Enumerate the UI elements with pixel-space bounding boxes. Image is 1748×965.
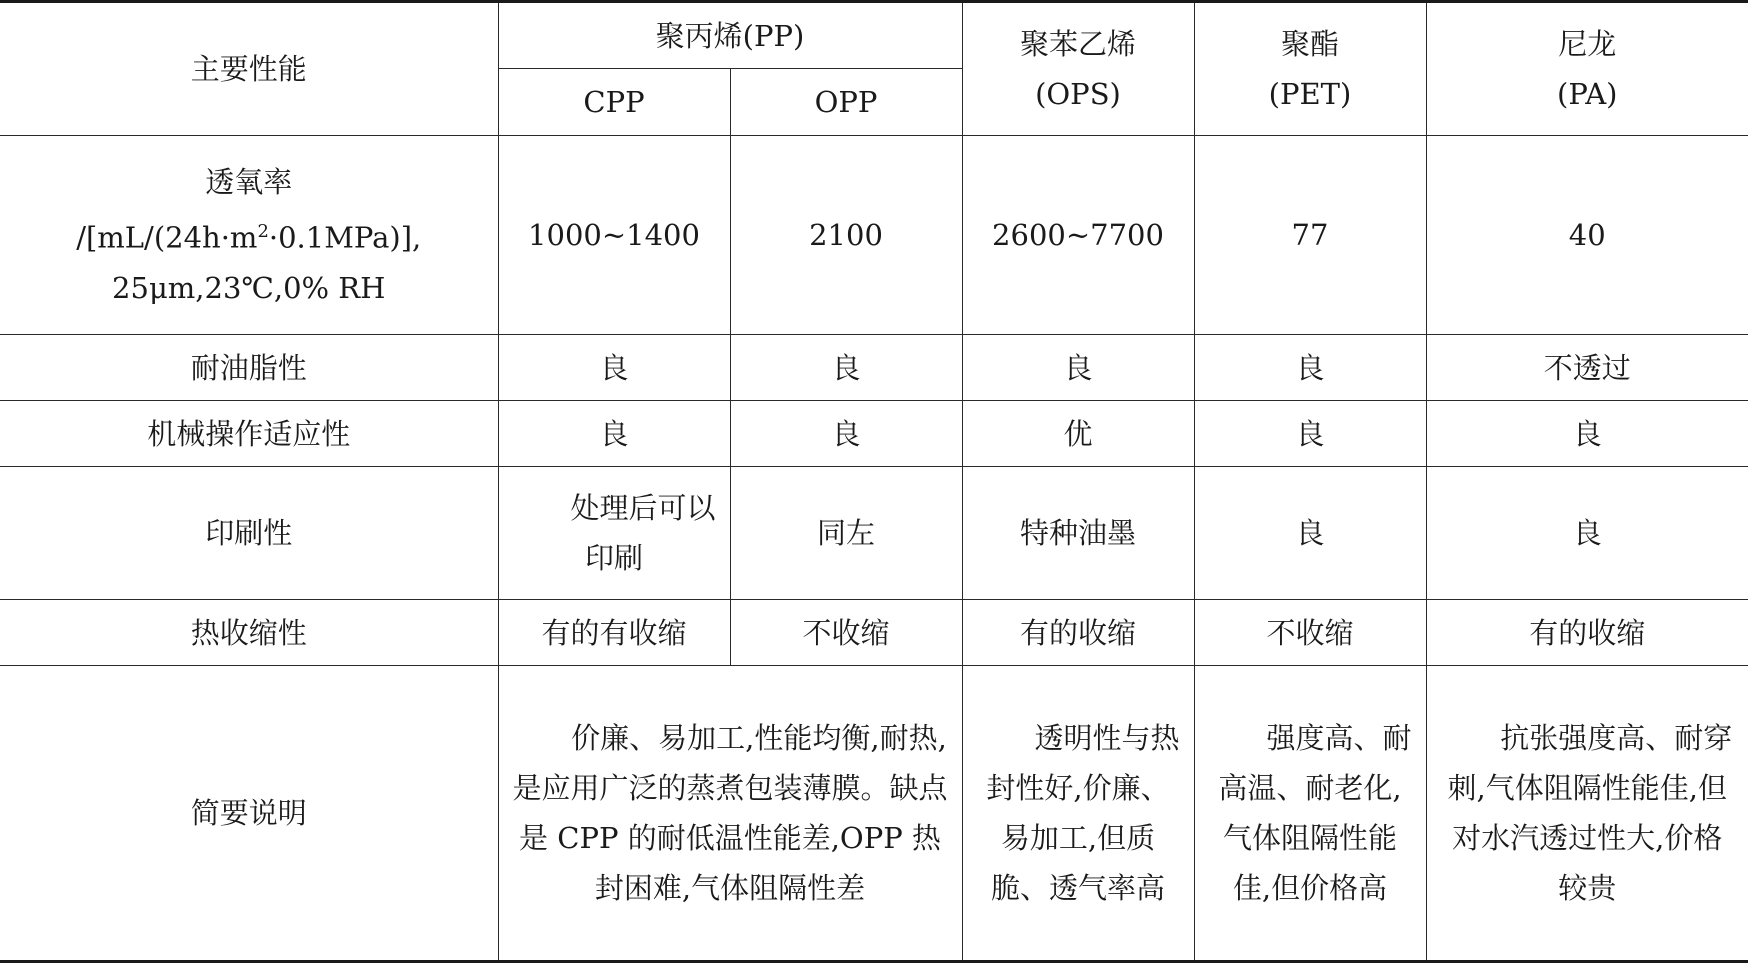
shrink-label: 热收缩性 bbox=[0, 600, 498, 666]
header-main-property: 主要性能 bbox=[0, 2, 498, 136]
shrink-cpp: 有的有收缩 bbox=[498, 600, 730, 666]
header-ops-line2: (OPS) bbox=[1035, 77, 1121, 111]
row-machinability bbox=[0, 401, 1748, 467]
oxygen-opp: 2100 bbox=[730, 136, 962, 335]
row-summary bbox=[0, 666, 1748, 962]
oxygen-unit-post: ·0.1MPa)], bbox=[268, 220, 422, 255]
header-ops-line1: 聚苯乙烯 bbox=[1019, 27, 1136, 61]
shrink-pa: 有的收缩 bbox=[1426, 600, 1748, 666]
printability-cpp-text: 处理后可以印刷 bbox=[570, 491, 716, 575]
header-pet-line2: (PET) bbox=[1268, 77, 1352, 111]
shrink-ops: 有的收缩 bbox=[962, 600, 1194, 666]
row-printability bbox=[0, 467, 1748, 600]
oxygen-cpp: 1000~1400 bbox=[498, 136, 730, 335]
header-pa bbox=[1426, 2, 1748, 136]
shrink-pet: 不收缩 bbox=[1194, 600, 1426, 666]
oxygen-pet: 77 bbox=[1194, 136, 1426, 335]
summary-label: 简要说明 bbox=[0, 666, 498, 962]
printability-label: 印刷性 bbox=[0, 467, 498, 600]
summary-pa bbox=[1426, 666, 1748, 962]
machinability-pa: 良 bbox=[1426, 401, 1748, 467]
summary-pa-text: 抗张强度高、耐穿刺,气体阻隔性能佳,但对水汽透过性大,价格较贵 bbox=[1447, 721, 1733, 905]
oxygen-label-line2 bbox=[14, 207, 484, 263]
header-opp: OPP bbox=[730, 69, 962, 136]
oxygen-unit-pre: /[mL/(24h·m bbox=[76, 220, 258, 255]
header-pet bbox=[1194, 2, 1426, 136]
grease-cpp: 良 bbox=[498, 335, 730, 401]
machinability-ops: 优 bbox=[962, 401, 1194, 467]
oxygen-label-line1: 透氧率 bbox=[205, 165, 293, 200]
header-pp-group: 聚丙烯(PP) bbox=[498, 2, 962, 69]
oxygen-label bbox=[0, 136, 498, 335]
printability-opp: 同左 bbox=[730, 467, 962, 600]
grease-label: 耐油脂性 bbox=[0, 335, 498, 401]
shrink-opp: 不收缩 bbox=[730, 600, 962, 666]
printability-pa: 良 bbox=[1426, 467, 1748, 600]
header-pa-line2: (PA) bbox=[1557, 77, 1618, 111]
row-oxygen bbox=[0, 136, 1748, 335]
printability-pet: 良 bbox=[1194, 467, 1426, 600]
grease-ops: 良 bbox=[962, 335, 1194, 401]
printability-ops: 特种油墨 bbox=[962, 467, 1194, 600]
header-cpp: CPP bbox=[498, 69, 730, 136]
summary-ops bbox=[962, 666, 1194, 962]
header-pet-line1: 聚酯 bbox=[1280, 27, 1339, 61]
machinability-pet: 良 bbox=[1194, 401, 1426, 467]
oxygen-unit-sup: 2 bbox=[257, 221, 269, 243]
summary-pet-text: 强度高、耐高温、耐老化,气体阻隔性能佳,但价格高 bbox=[1218, 721, 1412, 905]
grease-pet: 良 bbox=[1194, 335, 1426, 401]
grease-pa: 不透过 bbox=[1426, 335, 1748, 401]
header-pa-line1: 尼龙 bbox=[1558, 27, 1617, 61]
machinability-opp: 良 bbox=[730, 401, 962, 467]
oxygen-pa: 40 bbox=[1426, 136, 1748, 335]
summary-ops-text: 透明性与热封性好,价廉、易加工,但质脆、透气率高 bbox=[986, 721, 1180, 905]
summary-pp-text: 价廉、易加工,性能均衡,耐热,是应用广泛的蒸煮包装薄膜。缺点是 CPP 的耐低温性能差,OPP 热封困难,气体阻隔性差 bbox=[512, 721, 948, 905]
row-grease bbox=[0, 335, 1748, 401]
grease-opp: 良 bbox=[730, 335, 962, 401]
oxygen-ops: 2600~7700 bbox=[962, 136, 1194, 335]
row-shrink bbox=[0, 600, 1748, 666]
header-ops bbox=[962, 2, 1194, 136]
header-row-1 bbox=[0, 2, 1748, 69]
machinability-cpp: 良 bbox=[498, 401, 730, 467]
summary-pp bbox=[498, 666, 962, 962]
printability-cpp bbox=[498, 467, 730, 600]
machinability-label: 机械操作适应性 bbox=[0, 401, 498, 467]
oxygen-label-line3: 25μm,23℃,0% RH bbox=[112, 270, 386, 305]
summary-pet bbox=[1194, 666, 1426, 962]
